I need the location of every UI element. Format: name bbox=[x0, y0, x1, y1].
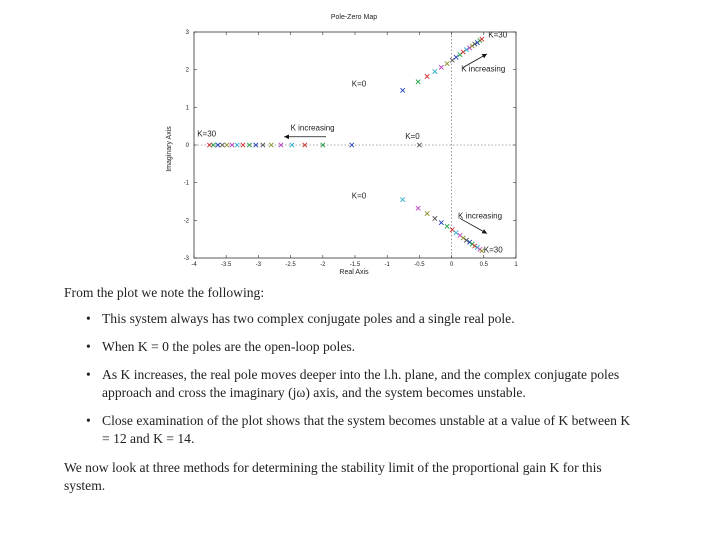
y-tick-label: -3 bbox=[183, 256, 189, 262]
closing-text: We now look at three methods for determining the stability limit of the proportional gain K for this system. bbox=[64, 459, 602, 493]
y-tick-label: 0 bbox=[185, 143, 189, 149]
direction-arrow bbox=[460, 218, 487, 233]
body-text bbox=[64, 284, 640, 503]
x-tick-label: 0.5 bbox=[479, 262, 488, 268]
pole-marker bbox=[454, 55, 458, 59]
pole-marker bbox=[439, 220, 443, 224]
x-tick-label: -1 bbox=[384, 262, 390, 268]
y-tick-label: 3 bbox=[185, 30, 189, 36]
x-axis-label: Real Axis bbox=[339, 269, 369, 276]
pole-marker bbox=[269, 143, 273, 147]
pole-marker bbox=[235, 143, 239, 147]
chart-annotation: K increasing bbox=[461, 64, 506, 74]
pole-marker bbox=[400, 88, 404, 92]
pole-marker bbox=[445, 224, 449, 228]
chart-annotation: K=0 bbox=[405, 131, 420, 141]
chart-canvas bbox=[160, 6, 530, 281]
y-tick-label: 2 bbox=[185, 67, 189, 74]
pole-marker bbox=[439, 65, 443, 69]
pole-marker bbox=[450, 58, 454, 62]
list-item: • As K increases, the real pole moves deeper into the l.h. plane, and the complex conjugate poles approach and cross the imaginary (jω) axis, and the system becomes unstable. bbox=[102, 366, 640, 402]
list-item: • Close examination of the plot shows that the system becomes unstable at a value of K between K = 12 and K = 14. bbox=[102, 412, 640, 448]
pole-marker bbox=[207, 143, 211, 147]
list-item: • This system always has two complex conjugate poles and a single real pole. bbox=[102, 310, 640, 328]
chart-annotation: K=0 bbox=[351, 79, 367, 89]
pole-marker bbox=[400, 197, 404, 201]
chart-annotation: K=30 bbox=[488, 30, 508, 40]
x-tick-label: -3 bbox=[255, 262, 262, 268]
x-tick-label: -2.5 bbox=[285, 262, 296, 268]
y-tick-label: -2 bbox=[183, 218, 189, 225]
pole-marker bbox=[480, 37, 484, 41]
pole-marker bbox=[470, 44, 474, 48]
intro-text: From the plot we note the following: bbox=[64, 285, 265, 300]
list-item: • When K = 0 the poles are the open-loop poles. bbox=[102, 338, 640, 356]
chart-annotation: K increasing bbox=[290, 123, 335, 133]
pole-marker bbox=[350, 143, 354, 147]
x-tick-label: -3.5 bbox=[221, 262, 232, 268]
observation-list bbox=[64, 310, 640, 448]
y-axis-label: Imaginary Axis bbox=[166, 126, 173, 172]
pole-marker bbox=[433, 216, 437, 220]
pole-marker bbox=[454, 231, 458, 235]
y-tick-label: 1 bbox=[185, 105, 189, 112]
pole-marker bbox=[417, 143, 421, 147]
y-tick-label: -1 bbox=[183, 180, 189, 187]
x-tick-label: -1.5 bbox=[349, 262, 361, 268]
pole-marker bbox=[470, 242, 474, 246]
x-tick-label: 1 bbox=[514, 262, 518, 268]
pole-marker bbox=[433, 69, 437, 73]
pole-marker bbox=[425, 211, 429, 215]
x-tick-label: -4 bbox=[191, 262, 197, 268]
pole-zero-plot bbox=[160, 6, 530, 281]
pole-marker bbox=[220, 143, 224, 147]
pole-marker bbox=[445, 61, 449, 65]
x-tick-label: -2 bbox=[320, 262, 326, 268]
x-tick-label: 0 bbox=[449, 262, 454, 268]
pole-marker bbox=[450, 228, 454, 232]
x-tick-label: -0.5 bbox=[414, 262, 425, 268]
pole-marker bbox=[416, 80, 420, 84]
pole-marker bbox=[416, 206, 420, 210]
chart-annotation: K increasing bbox=[458, 211, 503, 221]
chart-annotation: K=0 bbox=[351, 191, 367, 201]
pole-marker bbox=[425, 74, 429, 78]
chart-annotation: K=30 bbox=[483, 245, 503, 255]
pole-marker bbox=[225, 143, 229, 147]
chart-title: Pole-Zero Map bbox=[330, 14, 378, 21]
chart-annotation: K=30 bbox=[197, 129, 217, 139]
